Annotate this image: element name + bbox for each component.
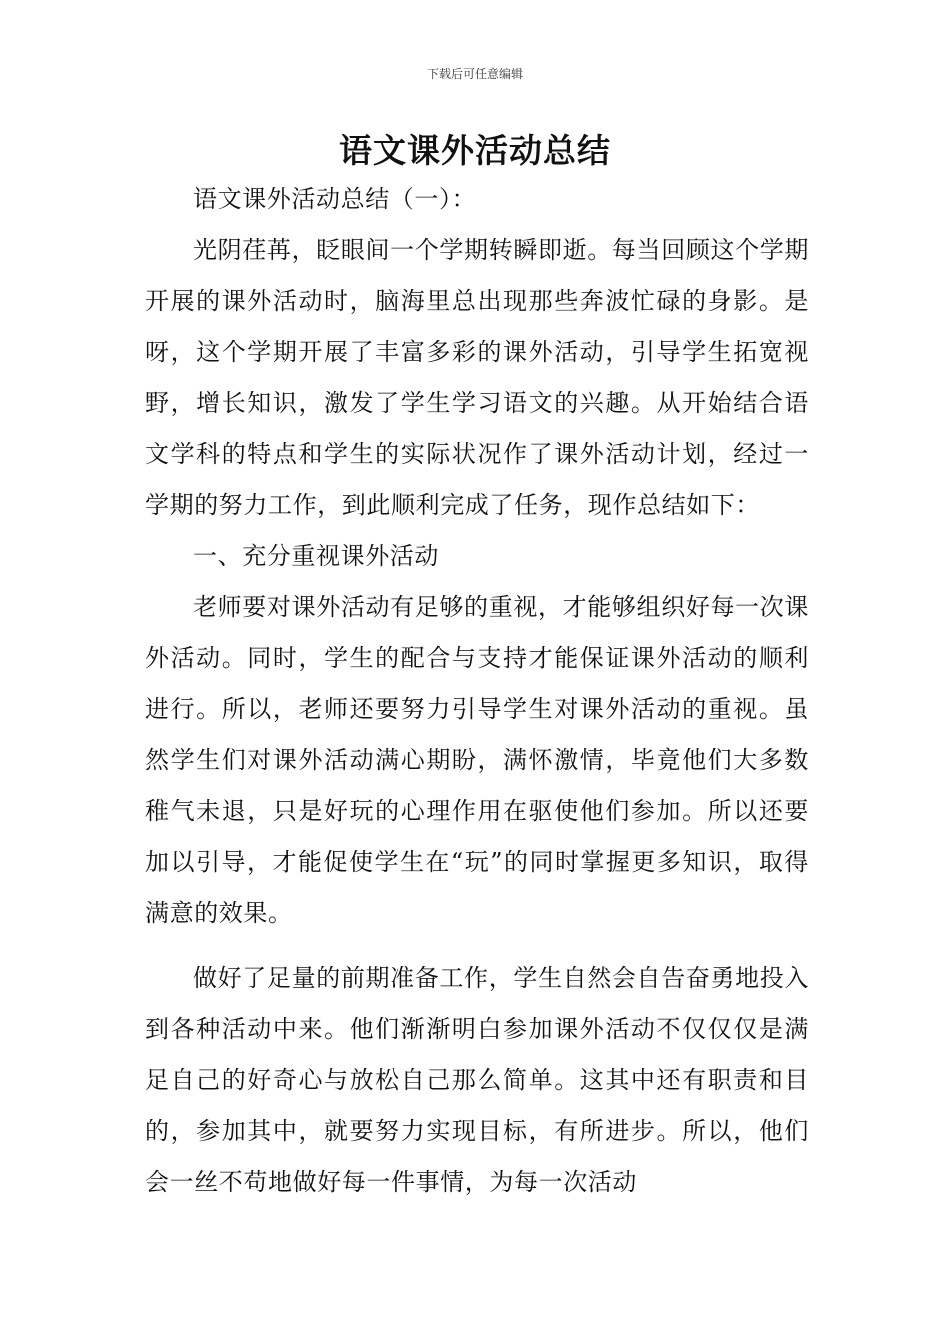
document-subtitle: 语文课外活动总结（一）：: [193, 185, 477, 213]
paragraph-preparation: 做好了足量的前期准备工作，学生自然会自告奋勇地投入到各种活动中来。他们渐渐明白参加课外活动不仅仅仅是满足自己的好奇心与放松自己那么简单。这其中还有职责和目的，参加其中，就要努力实现目标，有所进步。所以，他们会一丝不苟地做好每一件事情，为每一次活动: [145, 964, 809, 1196]
paragraph-section-1: 老师要对课外活动有足够的重视，才能够组织好每一次课外活动。同时，学生的配合与支持才能保证课外活动的顺利进行。所以，老师还要努力引导学生对课外活动的重视。虽然学生们对课外活动满心期盼，满怀激情，毕竟他们大多数稚气未退，只是好玩的心理作用在驱使他们参加。所以还要加以引导，才能促使学生在“玩”的同时掌握更多知识，取得满意的效果。: [145, 593, 809, 927]
document-body: [145, 174, 809, 1208]
document-title: 语文课外活动总结: [339, 131, 611, 170]
section-heading-1: 一、充分重视课外活动: [193, 542, 439, 570]
header-note: 下载后可任意编辑: [426, 67, 523, 81]
paragraph-gap: [145, 939, 809, 953]
paragraph-intro: 光阴荏苒，眨眼间一个学期转瞬即逝。每当回顾这个学期开展的课外活动时，脑海里总出现那些奔波忙碌的身影。是呀，这个学期开展了丰富多彩的课外活动，引导学生拓宽视野，增长知识，激发了学生学习语文的兴趣。从开始结合语文学科的特点和学生的实际状况作了课外活动计划，经过一学期的努力工作，到此顺利完成了任务，现作总结如下：: [145, 236, 809, 519]
